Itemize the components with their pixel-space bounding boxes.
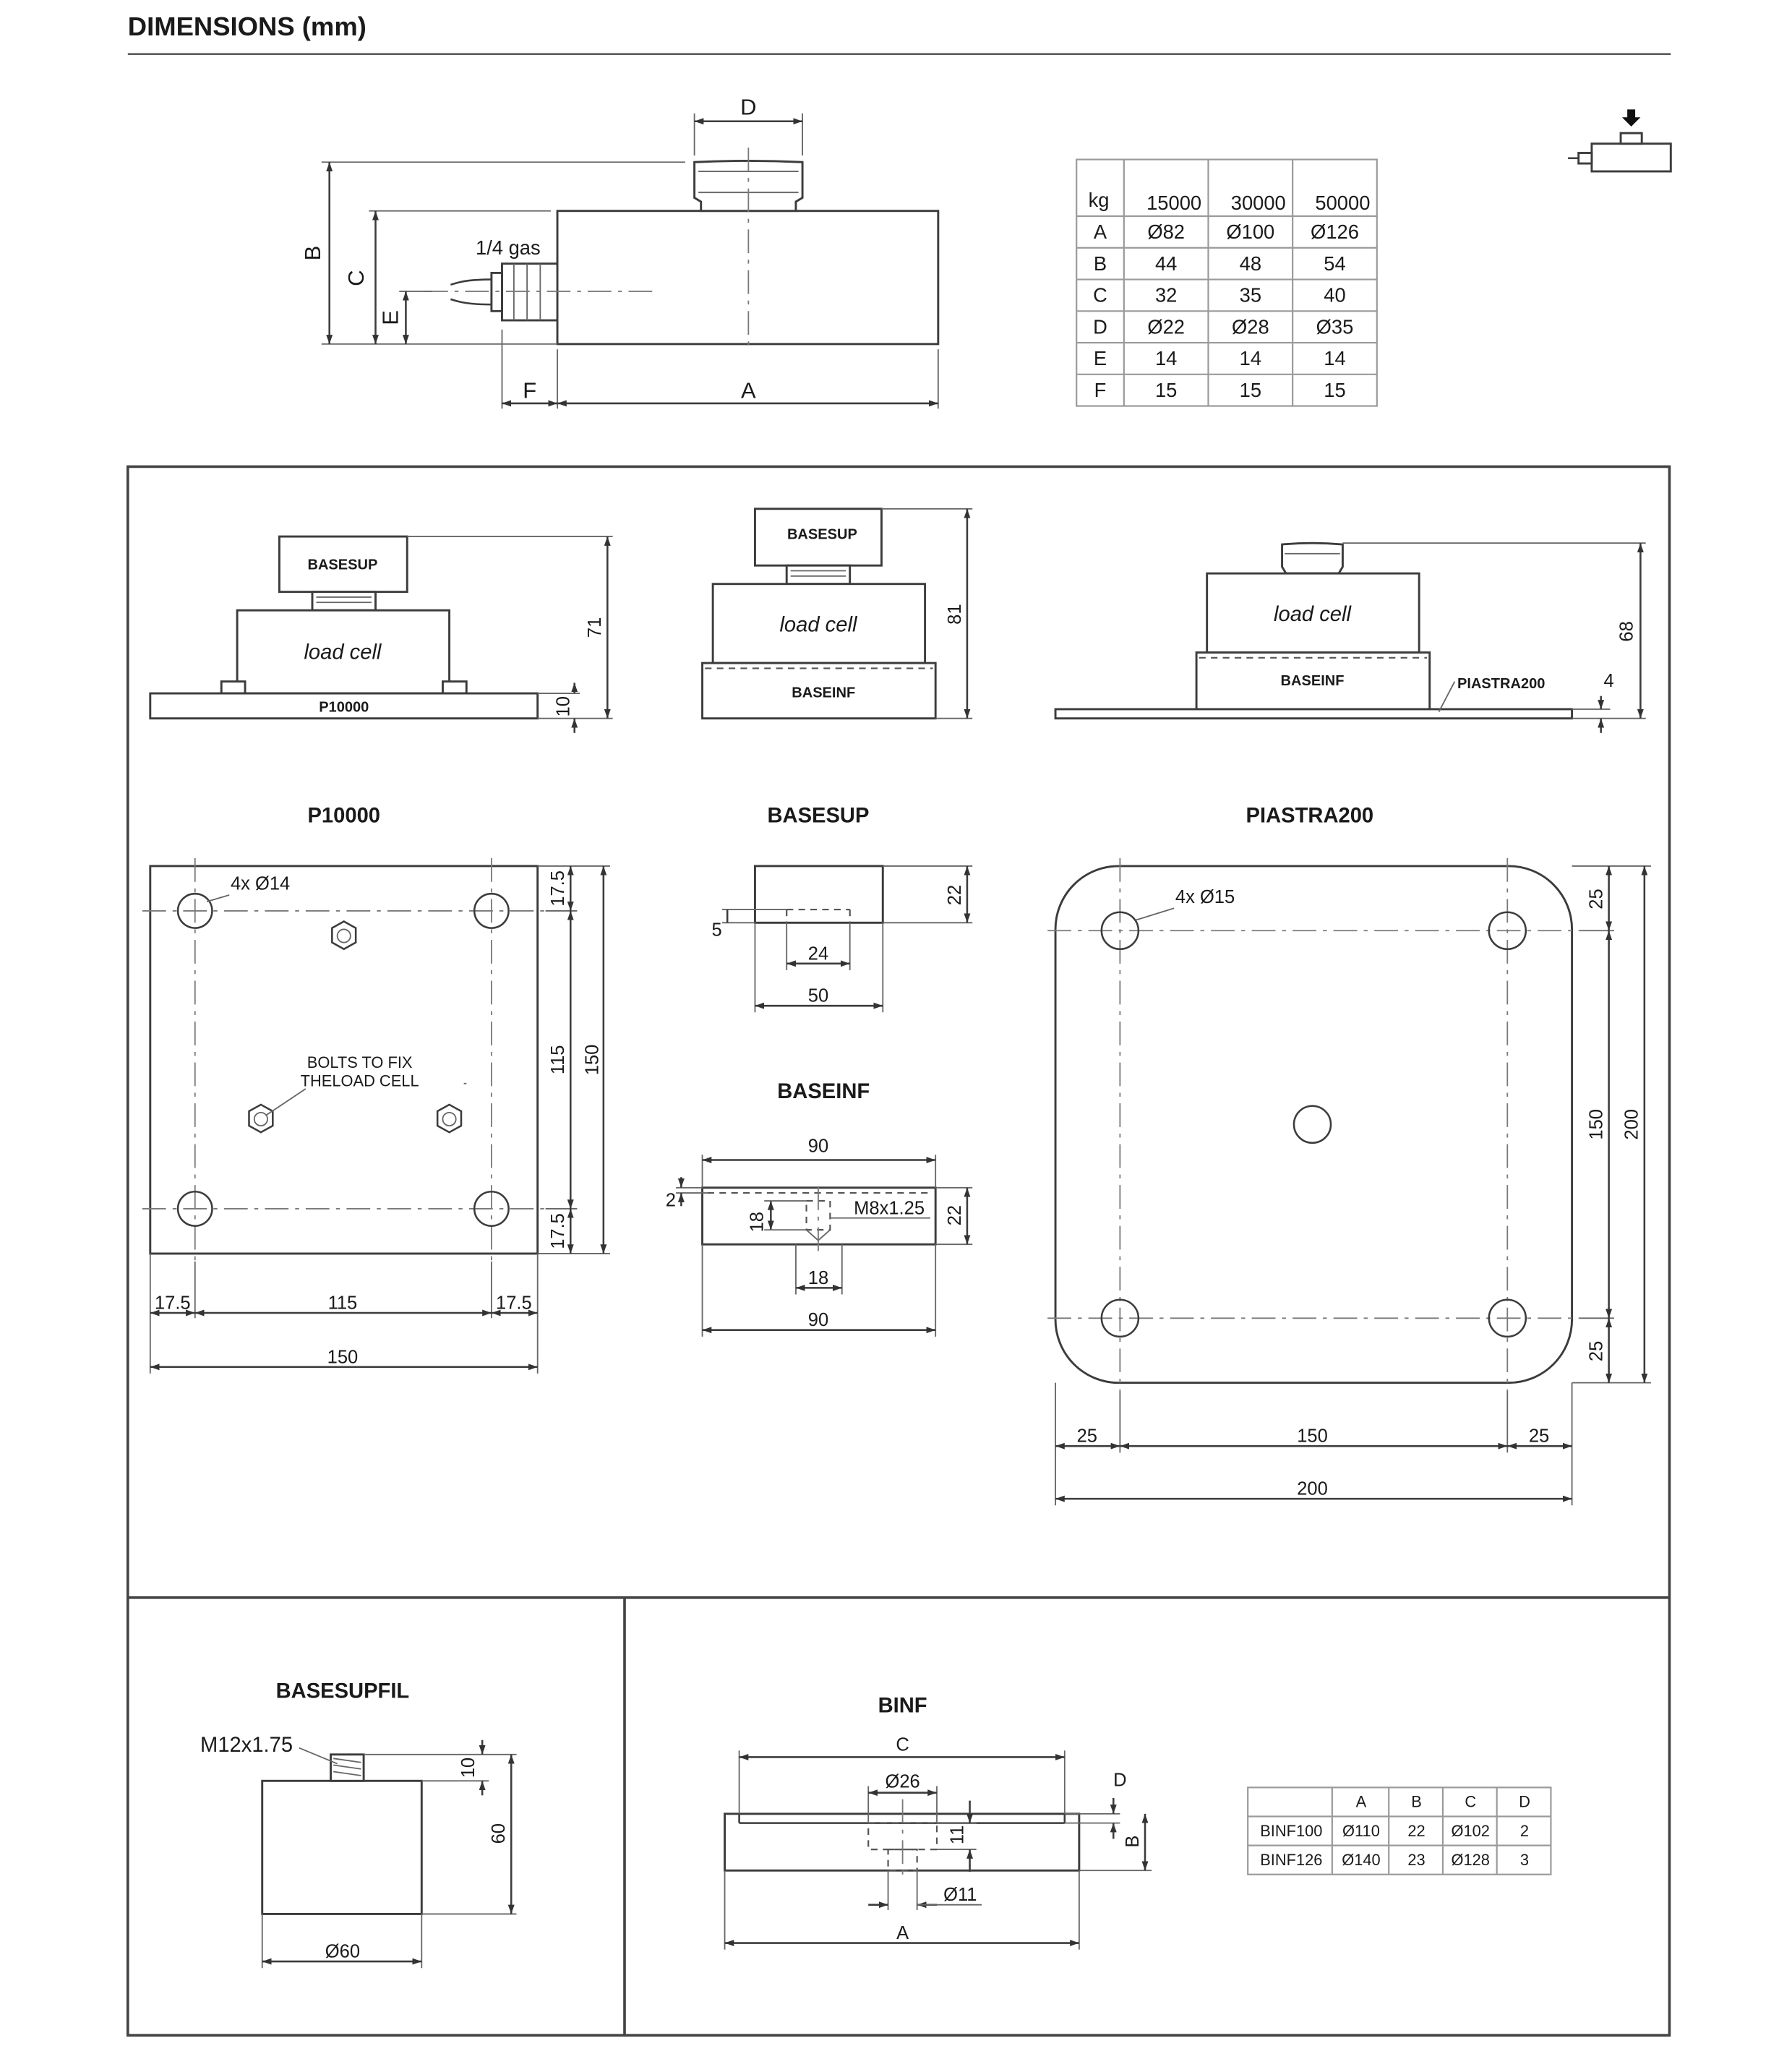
table-corner-unit: kg — [1088, 189, 1110, 212]
binf-header-cell: D — [1519, 1792, 1530, 1811]
load-direction-thumbnail — [1568, 109, 1671, 171]
dim-label-e: E — [377, 310, 403, 325]
dim-edge-right: 25 — [1528, 1426, 1550, 1447]
spec-table-row-e — [1094, 347, 1346, 369]
table-row-key: A — [1093, 221, 1107, 244]
dim-edge-bottom: 25 — [1586, 1340, 1607, 1362]
main-load-cell-drawing — [300, 95, 938, 409]
piastra200-plate — [1055, 709, 1572, 719]
p10000-plan-view — [142, 858, 610, 1374]
section-title-piastra200: PIASTRA200 — [1246, 804, 1374, 828]
binf-table-row — [1260, 1851, 1529, 1869]
binf-hole-dim: Ø11 — [943, 1885, 977, 1906]
binf-row-name: BINF100 — [1260, 1821, 1323, 1840]
table-header-cell: 15000 — [1146, 191, 1202, 214]
basesupfil-outline — [262, 1781, 422, 1914]
dim-edge-top: 17.5 — [548, 870, 569, 907]
table-cell: Ø102 — [1451, 1821, 1490, 1840]
basesupfil-thread-callout: M12x1.75 — [200, 1734, 293, 1758]
table-cell: 32 — [1154, 283, 1178, 307]
table-header-cell: 50000 — [1315, 191, 1371, 214]
load-cell-label: load cell — [1274, 602, 1351, 626]
dim-outer-vertical: 200 — [1621, 1108, 1642, 1140]
section-title-p10000: P10000 — [307, 804, 381, 828]
dim-edge-right: 17.5 — [496, 1293, 532, 1314]
table-row-key: F — [1094, 378, 1107, 401]
table-cell: Ø82 — [1147, 221, 1185, 244]
spec-table-row-a — [1094, 221, 1359, 243]
basesupfil-thread-len-dim: 10 — [458, 1757, 479, 1778]
dim-inner-horizontal: 150 — [1297, 1426, 1328, 1447]
table-header-cell: 30000 — [1230, 191, 1286, 214]
table-cell: 3 — [1519, 1850, 1530, 1869]
dim-label-a: A — [741, 377, 756, 403]
binf-label-b: B — [1122, 1835, 1143, 1848]
bolts-note-line2: THELOAD CELL — [300, 1071, 419, 1090]
bolts-note-line1: BOLTS TO FIX — [306, 1053, 413, 1071]
assembly-height-dim: 68 — [1616, 621, 1637, 642]
p10000-holes-callout: 4x Ø14 — [230, 873, 291, 894]
table-cell: 22 — [1407, 1821, 1426, 1840]
dim-inner-vertical: 115 — [548, 1045, 569, 1075]
table-cell: 15 — [1154, 378, 1178, 401]
load-cell-label: load cell — [304, 641, 382, 664]
spec-table — [1076, 160, 1377, 406]
basesup-recess-depth-dim: 5 — [711, 920, 722, 941]
table-cell: Ø128 — [1451, 1850, 1490, 1869]
table-row-key: E — [1093, 347, 1107, 370]
basesup-label: BASESUP — [786, 526, 857, 543]
binf-row-name: BINF126 — [1260, 1850, 1323, 1869]
plate-thickness-dim: 4 — [1603, 670, 1614, 691]
section-title-binf: BINF — [878, 1694, 927, 1718]
table-cell: 15 — [1324, 378, 1346, 401]
dim-inner-vertical: 150 — [1586, 1108, 1607, 1140]
table-cell: 54 — [1324, 252, 1346, 275]
table-cell: Ø28 — [1232, 315, 1269, 338]
basesup-width-dim: 50 — [807, 985, 829, 1006]
basesupfil-detail — [200, 1734, 516, 1968]
table-row-key: B — [1093, 252, 1107, 275]
section-title-baseinf: BASEINF — [777, 1079, 870, 1103]
baseinf-label: BASEINF — [792, 685, 856, 701]
spec-table-row-d — [1093, 315, 1353, 338]
binf-table — [1248, 1787, 1551, 1874]
table-cell: Ø110 — [1342, 1821, 1380, 1840]
basesupfil-height-dim: 60 — [489, 1823, 510, 1844]
table-cell: 48 — [1239, 252, 1262, 275]
down-arrow-icon — [1622, 109, 1641, 127]
table-cell: 2 — [1519, 1821, 1530, 1840]
table-cell: 40 — [1324, 283, 1346, 307]
binf-table-row — [1260, 1822, 1529, 1840]
table-cell: Ø35 — [1316, 315, 1354, 338]
dim-label-d: D — [740, 94, 757, 120]
binf-header-cell: A — [1355, 1792, 1367, 1811]
dim-label-f: F — [523, 377, 537, 403]
spec-table-row-f — [1094, 379, 1346, 401]
table-cell: 23 — [1407, 1850, 1426, 1869]
dim-edge-top: 25 — [1586, 889, 1607, 909]
binf-bore-dim: Ø26 — [885, 1771, 920, 1792]
basesup-height-dim: 22 — [944, 884, 965, 906]
table-row-key: C — [1093, 283, 1107, 307]
table-cell: 14 — [1154, 347, 1178, 370]
section-title-basesupfil: BASESUPFIL — [275, 1679, 410, 1703]
piastra200-holes-callout: 4x Ø15 — [1175, 886, 1235, 907]
basesup-detail — [711, 866, 972, 1012]
gas-thread-label: 1/4 gas — [476, 236, 541, 259]
page-title: DIMENSIONS (mm) — [127, 12, 366, 42]
table-cell: 44 — [1154, 252, 1178, 275]
piastra200-label: PIASTRA200 — [1457, 675, 1546, 692]
dim-outer-horizontal: 150 — [327, 1347, 359, 1368]
basesup-recess-width-dim: 24 — [807, 943, 829, 964]
binf-label-d: D — [1113, 1770, 1127, 1791]
plate-thickness-dim: 10 — [553, 696, 574, 717]
basesupfil-diameter-dim: Ø60 — [325, 1941, 361, 1962]
spec-table-row-c — [1093, 284, 1346, 307]
table-row-key: D — [1093, 315, 1107, 338]
assembly-p10000 — [150, 536, 613, 733]
binf-label-a: A — [896, 1923, 909, 1944]
load-cell-label: load cell — [779, 613, 857, 637]
p10000-plate-label: P10000 — [319, 699, 369, 716]
basesup-label: BASESUP — [307, 557, 378, 573]
table-cell: Ø100 — [1226, 221, 1275, 244]
dim-edge-left: 17.5 — [154, 1293, 191, 1314]
baseinf-label: BASEINF — [1280, 673, 1345, 690]
baseinf-step-dim: 2 — [665, 1190, 676, 1211]
section-title-basesup: BASESUP — [767, 804, 870, 828]
spec-table-row-b — [1094, 252, 1346, 275]
dim-edge-left: 25 — [1076, 1426, 1097, 1447]
dim-outer-horizontal: 200 — [1297, 1478, 1328, 1499]
table-cell: Ø126 — [1311, 221, 1359, 244]
table-cell: 14 — [1239, 347, 1262, 370]
table-cell: 15 — [1239, 378, 1262, 401]
binf-label-c: C — [896, 1734, 909, 1755]
binf-header-cell: C — [1465, 1792, 1477, 1811]
dim-inner-horizontal: 115 — [327, 1293, 358, 1314]
assembly-baseinf — [703, 509, 973, 719]
dim-label-c: C — [343, 270, 369, 286]
binf-detail — [725, 1734, 1152, 1949]
baseinf-bottom-width-dim: 90 — [807, 1310, 829, 1331]
basesup-outline — [755, 866, 883, 923]
table-cell: Ø140 — [1342, 1850, 1381, 1869]
baseinf-detail — [666, 1136, 973, 1337]
assembly-piastra200 — [1055, 543, 1646, 733]
table-cell: 14 — [1324, 347, 1346, 370]
piastra200-plan-view — [1047, 858, 1651, 1505]
baseinf-top-width-dim: 90 — [807, 1136, 829, 1157]
table-cell: 35 — [1239, 283, 1262, 307]
dim-label-b: B — [299, 245, 325, 261]
table-cell: Ø22 — [1147, 315, 1185, 338]
baseinf-thread-depth-dim: 18 — [747, 1212, 768, 1233]
baseinf-thread-callout: M8x1.25 — [854, 1198, 925, 1219]
binf-header-cell: B — [1411, 1792, 1422, 1811]
binf-depth-dim: 11 — [947, 1825, 968, 1845]
assembly-height-dim: 81 — [944, 604, 965, 625]
baseinf-height-dim: 22 — [944, 1204, 965, 1226]
assembly-height-dim: 71 — [585, 617, 606, 638]
dim-edge-bottom: 17.5 — [548, 1213, 569, 1249]
dim-outer-vertical: 150 — [582, 1044, 603, 1076]
baseinf-thread-width-dim: 18 — [807, 1267, 829, 1288]
